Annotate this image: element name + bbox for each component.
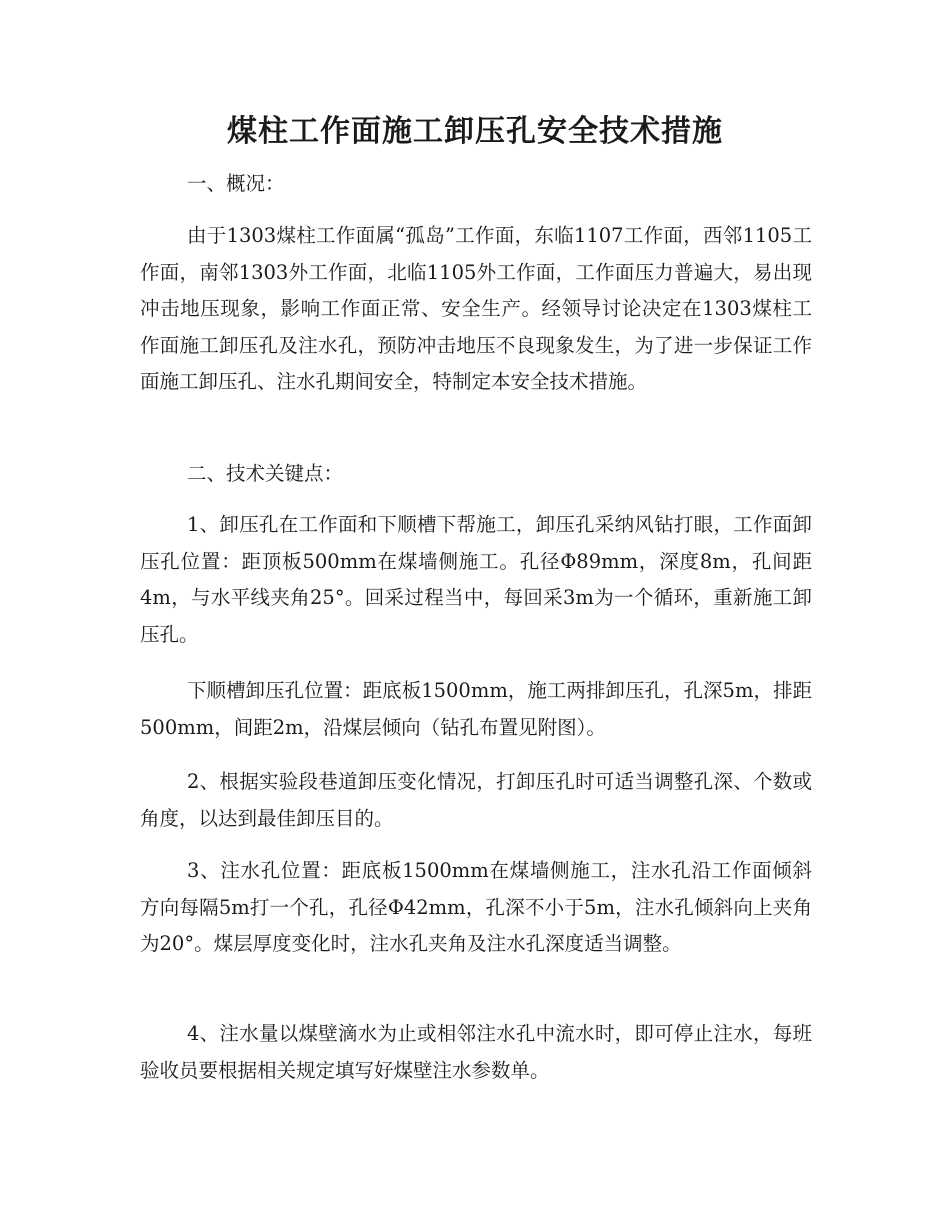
paragraph-overview: 由于1303煤柱工作面属“孤岛”工作面，东临1107工作面，西邻1105工作面，南邻1303外工作面，北临1105外工作面，工作面压力普遍大，易出现冲击地压现象，影响工作面正常、安全生产。经领导讨论决定在1303煤柱工作面施工卸压孔及注水孔，预防冲击地压不良现象发生，为了进一步保证工作面施工卸压孔、注水孔期间安全，特制定本安全技术措施。 [140,224,812,393]
paragraph-point-1-lower: 下顺槽卸压孔位置：距底板1500mm，施工两排卸压孔，孔深5m，排距500mm，间距2m，沿煤层倾向（钻孔布置见附图）。 [140,679,812,739]
section-heading-key-points: 二、技术关键点： [187,462,344,485]
document-title: 煤柱工作面施工卸压孔安全技术措施 [227,114,723,149]
paragraph-point-3: 3、注水孔位置：距底板1500mm在煤墙侧施工，注水孔沿工作面倾斜方向每隔5m打一个孔，孔径Φ42mm，孔深不小于5m，注水孔倾斜向上夹角为20°。煤层厚度变化时，注水孔夹角及注水孔深度适当调整。 [140,859,812,955]
paragraph-point-2: 2、根据实验段巷道卸压变化情况，打卸压孔时可适当调整孔深、个数或角度，以达到最佳卸压目的。 [140,770,812,830]
paragraph-point-1: 1、卸压孔在工作面和下顺槽下帮施工，卸压孔采纳风钻打眼，工作面卸压孔位置：距顶板500mm在煤墙侧施工。孔径Φ89mm，深度8m，孔间距4m，与水平线夹角25°。回采过程当中，每回采3m为一个循环，重新施工卸压孔。 [140,513,812,646]
paragraph-point-4: 4、注水量以煤壁滴水为止或相邻注水孔中流水时，即可停止注水，每班验收员要根据相关规定填写好煤壁注水参数单。 [140,1022,812,1082]
section-heading-overview: 一、概况： [187,172,285,195]
